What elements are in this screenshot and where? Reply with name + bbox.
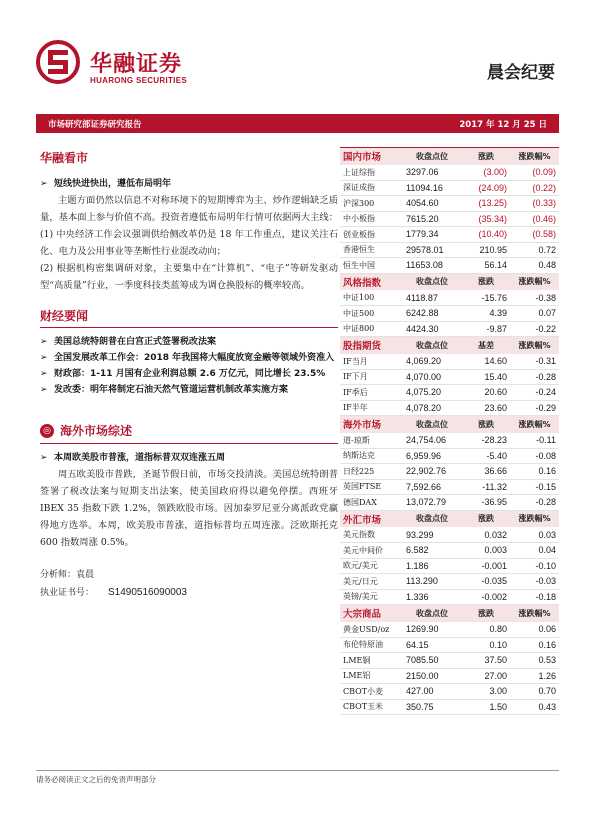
table-cell: 4,069.20	[402, 354, 462, 370]
paragraph-market-view-2: (2) 根据机构密集调研对象，主要集中在“计算机”、“电子”等研发驱动型“高质量”行业，一季度科技类蓝筹成为调仓换股标的概率较高。	[40, 263, 338, 291]
disclaimer-footer: 请务必阅读正文之后的免责声明部分	[36, 770, 559, 785]
table-cell: 24,754.06	[402, 433, 462, 449]
table-row	[340, 684, 559, 700]
column-header: 涨跌幅%	[510, 605, 559, 622]
section-label: 外汇市场	[340, 510, 402, 527]
table-row	[340, 527, 559, 543]
table-cell: 0.48	[510, 258, 559, 274]
table-cell: 0.53	[510, 653, 559, 669]
table-cell: 6242.88	[402, 306, 462, 322]
table-cell: 7,592.66	[402, 479, 462, 495]
arrow-icon: ➢	[40, 179, 48, 189]
table-cell: -0.08	[510, 448, 559, 464]
column-header: 涨跌幅%	[510, 148, 559, 165]
document-type: 晨会纪要	[487, 63, 555, 83]
table-cell: 0.03	[510, 527, 559, 543]
table-cell: -0.10	[510, 558, 559, 574]
table-cell: 56.14	[462, 258, 510, 274]
table-row	[340, 495, 559, 511]
section-label: 股指期货	[340, 337, 402, 354]
table-cell: 22,902.76	[402, 464, 462, 480]
table-cell: 14.60	[462, 354, 510, 370]
table-cell: 0.07	[510, 306, 559, 322]
table-row	[340, 369, 559, 385]
table-cell: 0.16	[510, 637, 559, 653]
arrow-icon: ➢	[40, 385, 48, 395]
news-item: ➢ 发改委：明年将制定石油天然气管道运营机制改革实施方案	[40, 382, 338, 398]
row-label: 上证综指	[340, 165, 402, 181]
table-cell: 1779.34	[402, 227, 462, 243]
column-header: 涨跌	[462, 148, 510, 165]
news-item: ➢ 财政部：1-11 月国有企业利润总额 2.6 万亿元，同比增长 23.5%	[40, 366, 338, 382]
row-label: 中证500	[340, 306, 402, 322]
section-label: 风格指数	[340, 273, 402, 290]
column-header: 收盘点位	[402, 148, 462, 165]
column-header: 收盘点位	[402, 337, 462, 354]
table-cell: 29578.01	[402, 242, 462, 258]
row-label: 德国DAX	[340, 495, 402, 511]
table-cell: -0.28	[510, 369, 559, 385]
certificate-line: 执业证书号： S1490516090003	[40, 587, 187, 598]
section-title-market-view: 华融看市	[40, 151, 89, 165]
table-row	[340, 211, 559, 227]
row-label: 道-琼斯	[340, 433, 402, 449]
table-cell: 1269.90	[402, 622, 462, 638]
table-cell: -0.18	[510, 589, 559, 605]
table-cell: 11094.16	[402, 180, 462, 196]
table-cell: -9.87	[462, 321, 510, 337]
table-cell: 210.95	[462, 242, 510, 258]
bullet-overseas: ➢ 本周欧美股市普涨，道指标普双双连涨五周	[40, 450, 338, 466]
column-header: 涨跌	[462, 605, 510, 622]
section-bullet-icon: ◎	[40, 424, 54, 438]
row-label: 英国FTSE	[340, 479, 402, 495]
paragraph-market-view-1: 主题方面仍然以信息不对称环境下的短期博弈为主、炒作逻辑缺乏质量，基本面上参与价值不高。投资者遵低布局明年行情可依据两大主线：(1) 中央经济工作会议强调供给侧改革仍是 18 年工作重点，建议关注石化、电力及公用事业等垄断性行业混改动向；	[40, 195, 338, 257]
table-cell: 13,072.79	[402, 495, 462, 511]
table-cell: 4,070.00	[402, 369, 462, 385]
arrow-icon: ➢	[40, 453, 48, 463]
column-header: 收盘点位	[402, 605, 462, 622]
table-row	[340, 258, 559, 274]
table-row	[340, 354, 559, 370]
column-header: 基差	[462, 337, 510, 354]
column-header: 收盘点位	[402, 416, 462, 433]
table-cell: 93.299	[402, 527, 462, 543]
table-row	[340, 622, 559, 638]
row-label: IF下月	[340, 369, 402, 385]
table-cell: 4054.60	[402, 196, 462, 212]
arrow-icon: ➢	[40, 369, 48, 379]
report-date: 2017 年 12 月 25 日	[459, 119, 547, 130]
table-cell: -28.23	[462, 433, 510, 449]
row-label: 美元/日元	[340, 574, 402, 590]
table-section-header	[340, 273, 559, 290]
table-cell: 4118.87	[402, 290, 462, 306]
table-cell: 0.16	[510, 464, 559, 480]
table-cell: -0.11	[510, 433, 559, 449]
table-section-header	[340, 148, 559, 165]
table-row	[340, 543, 559, 559]
table-cell: -0.31	[510, 354, 559, 370]
company-name-en: HUARONG SECURITIES	[90, 76, 187, 85]
report-band	[36, 114, 559, 133]
table-cell: 20.60	[462, 385, 510, 401]
table-cell: (0.22)	[510, 180, 559, 196]
table-row	[340, 321, 559, 337]
table-row	[340, 385, 559, 401]
table-cell: 0.003	[462, 543, 510, 559]
table-cell: (0.58)	[510, 227, 559, 243]
arrow-icon: ➢	[40, 353, 48, 363]
table-cell: -0.22	[510, 321, 559, 337]
section-label: 国内市场	[340, 148, 402, 165]
row-label: 中证800	[340, 321, 402, 337]
row-label: 中证100	[340, 290, 402, 306]
table-section-header	[340, 510, 559, 527]
table-cell: 1.50	[462, 699, 510, 715]
table-cell: 427.00	[402, 684, 462, 700]
row-label: IF季后	[340, 385, 402, 401]
table-cell: -0.002	[462, 589, 510, 605]
table-row	[340, 290, 559, 306]
row-label: 日经225	[340, 464, 402, 480]
huarong-logo-icon	[36, 40, 80, 84]
table-cell: 0.43	[510, 699, 559, 715]
table-cell: 113.290	[402, 574, 462, 590]
table-cell: -0.29	[510, 400, 559, 416]
table-cell: 0.032	[462, 527, 510, 543]
row-label: 纳斯达克	[340, 448, 402, 464]
table-row	[340, 165, 559, 181]
row-label: 深证成指	[340, 180, 402, 196]
table-cell: 7615.20	[402, 211, 462, 227]
table-cell: -0.28	[510, 495, 559, 511]
table-cell: 3297.06	[402, 165, 462, 181]
section-label: 海外市场	[340, 416, 402, 433]
table-cell: 4.39	[462, 306, 510, 322]
row-label: IF半年	[340, 400, 402, 416]
table-cell: 1.186	[402, 558, 462, 574]
table-cell: 0.70	[510, 684, 559, 700]
table-row	[340, 589, 559, 605]
news-item: ➢ 美国总统特朗普在白宫正式签署税改法案	[40, 334, 338, 350]
row-label: 美元中间价	[340, 543, 402, 559]
certificate-number: S1490516090003	[108, 587, 187, 598]
table-cell: 4424.30	[402, 321, 462, 337]
table-row	[340, 479, 559, 495]
table-cell: (0.46)	[510, 211, 559, 227]
table-cell: 0.72	[510, 242, 559, 258]
section-title-overseas: ◎ 海外市场综述	[40, 418, 338, 444]
bullet-market-view: ➢ 短线快进快出，遵低布局明年	[40, 176, 338, 192]
table-cell: -5.40	[462, 448, 510, 464]
table-cell: -0.38	[510, 290, 559, 306]
table-cell: 27.00	[462, 668, 510, 684]
table-cell: 7085.50	[402, 653, 462, 669]
company-name-cn: 华融证券	[90, 52, 183, 77]
table-cell: (0.33)	[510, 196, 559, 212]
report-header	[0, 0, 595, 112]
row-label: 恒生中国	[340, 258, 402, 274]
table-cell: 0.10	[462, 637, 510, 653]
table-cell: 0.04	[510, 543, 559, 559]
table-row	[340, 448, 559, 464]
table-row	[340, 653, 559, 669]
table-cell: -0.035	[462, 574, 510, 590]
row-label: LME铜	[340, 653, 402, 669]
analyst-line: 分析师：袁晨	[40, 570, 95, 580]
table-row	[340, 464, 559, 480]
row-label: 中小板指	[340, 211, 402, 227]
table-cell: 6.582	[402, 543, 462, 559]
table-cell: -0.03	[510, 574, 559, 590]
table-cell: 64.15	[402, 637, 462, 653]
row-label: 英镑/美元	[340, 589, 402, 605]
table-row	[340, 227, 559, 243]
market-data-table	[340, 147, 559, 715]
section-label: 大宗商品	[340, 605, 402, 622]
table-cell: 1.26	[510, 668, 559, 684]
table-cell: -15.76	[462, 290, 510, 306]
row-label: 欧元/美元	[340, 558, 402, 574]
table-row	[340, 180, 559, 196]
table-cell: 23.60	[462, 400, 510, 416]
table-cell: 0.06	[510, 622, 559, 638]
table-cell: -0.001	[462, 558, 510, 574]
row-label: 黄金USD/oz	[340, 622, 402, 638]
table-row	[340, 433, 559, 449]
table-cell: 2150.00	[402, 668, 462, 684]
table-cell: 0.80	[462, 622, 510, 638]
table-row	[340, 400, 559, 416]
table-row	[340, 196, 559, 212]
table-section-header	[340, 416, 559, 433]
news-item: ➢ 全国发展改革工作会：2018 年我国将大幅度放宽金融等领域外资准入	[40, 350, 338, 366]
row-label: CBOT玉米	[340, 699, 402, 715]
column-header: 涨跌幅%	[510, 510, 559, 527]
column-header: 涨跌幅%	[510, 273, 559, 290]
row-label: 沪深300	[340, 196, 402, 212]
table-cell: 3.00	[462, 684, 510, 700]
market-data-panel	[340, 147, 559, 715]
table-cell: 4,078.20	[402, 400, 462, 416]
table-cell: -36.95	[462, 495, 510, 511]
table-row	[340, 699, 559, 715]
table-cell: (35.34)	[462, 211, 510, 227]
table-row	[340, 242, 559, 258]
section-title-news: 财经要闻	[40, 304, 338, 328]
column-header: 收盘点位	[402, 510, 462, 527]
main-content	[40, 146, 338, 602]
table-cell: (3.00)	[462, 165, 510, 181]
arrow-icon: ➢	[40, 337, 48, 347]
table-section-header	[340, 337, 559, 354]
table-cell: 1.336	[402, 589, 462, 605]
table-cell: 11653.08	[402, 258, 462, 274]
table-cell: 350.75	[402, 699, 462, 715]
table-cell: (0.09)	[510, 165, 559, 181]
table-row	[340, 637, 559, 653]
column-header: 涨跌	[462, 416, 510, 433]
table-cell: 4,075.20	[402, 385, 462, 401]
table-row	[340, 558, 559, 574]
row-label: LME铝	[340, 668, 402, 684]
column-header: 涨跌	[462, 510, 510, 527]
row-label: 美元指数	[340, 527, 402, 543]
table-cell: 36.66	[462, 464, 510, 480]
table-cell: (24.09)	[462, 180, 510, 196]
table-row	[340, 306, 559, 322]
column-header: 涨跌幅%	[510, 337, 559, 354]
paragraph-overseas: 周五欧美股市普跌，圣诞节假日前，市场交投清淡。美国总统特朗普签署了税改法案与短期支出法案，使美国政府得以避免停摆。西班牙 IBEX 35 指数下跌 1.2%，领跌欧股市场。因加泰罗尼亚分离派政党赢得地方选举。本周，欧美股市普涨，道指标普均五周连涨。泛欧斯托克 600 指数周涨 0.5%。	[40, 469, 338, 548]
analyst-name: 袁晨	[76, 570, 95, 580]
table-row	[340, 574, 559, 590]
table-cell: (13.25)	[462, 196, 510, 212]
row-label: 香港恒生	[340, 242, 402, 258]
table-cell: 6,959.96	[402, 448, 462, 464]
table-cell: 37.50	[462, 653, 510, 669]
table-cell: -0.15	[510, 479, 559, 495]
table-cell: -11.32	[462, 479, 510, 495]
table-cell: 15.40	[462, 369, 510, 385]
column-header: 涨跌幅%	[510, 416, 559, 433]
column-header: 涨跌	[462, 273, 510, 290]
department-label: 市场研究部证券研究报告	[48, 119, 142, 130]
row-label: IF当月	[340, 354, 402, 370]
table-cell: -0.24	[510, 385, 559, 401]
row-label: 创业板指	[340, 227, 402, 243]
row-label: CBOT小麦	[340, 684, 402, 700]
table-cell: (10.40)	[462, 227, 510, 243]
row-label: 布伦特原油	[340, 637, 402, 653]
table-row	[340, 668, 559, 684]
column-header: 收盘点位	[402, 273, 462, 290]
table-section-header	[340, 605, 559, 622]
